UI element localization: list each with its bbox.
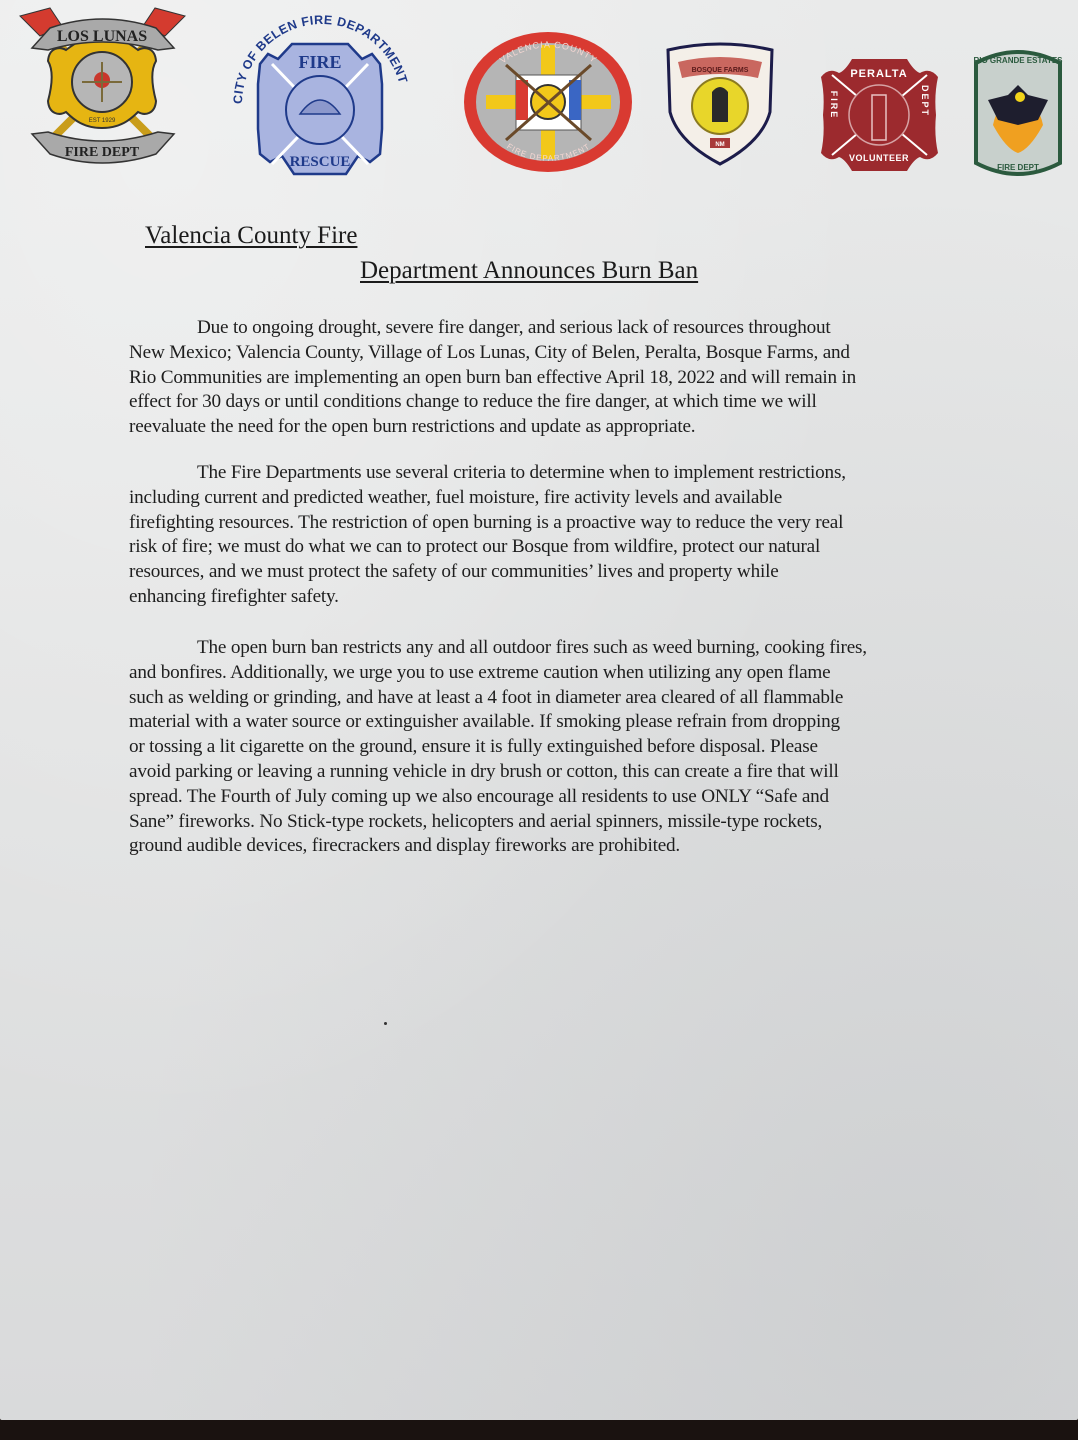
valencia-county-fire-logo	[461, 30, 636, 175]
paragraph-line: effect for 30 days or until conditions change to reduce the fire danger, at which time we will	[129, 391, 817, 413]
paragraph-line: risk of fire; we must do what we can to protect our Bosque from wildfire, protect our natural	[129, 536, 821, 558]
bosque-farms-fire-logo	[662, 42, 778, 167]
logo-rio-grande-top-tspan: RIO GRANDE ESTATES	[973, 56, 1063, 65]
paragraph-line: Due to ongoing drought, severe fire danger, and serious lack of resources throughout	[197, 317, 831, 338]
paragraph-criteria	[129, 461, 989, 610]
paper-speck	[384, 1022, 387, 1025]
logo-valencia-top-text: VALENCIA COUNTY	[497, 39, 600, 66]
paragraph-line: avoid parking or leaving a running vehicle in dry brush or cotton, this can create a fire that will	[129, 760, 839, 782]
paragraph-line: or tossing a lit cigarette on the ground, ensure it is fully extinguished before disposal. Please	[129, 736, 818, 758]
los-lunas-fire-logo	[10, 6, 195, 171]
rio-grande-estates-fire-logo	[968, 45, 1068, 180]
paragraph-line: material with a water source or extinguisher available. If smoking please refrain from dropping	[129, 711, 840, 733]
document-title-line-1: Valencia County Fire	[145, 222, 358, 249]
paragraph-line: ground audible devices, firecrackers and display fireworks are prohibited.	[129, 835, 681, 857]
paragraph-line: spread. The Fourth of July coming up we also encourage all residents to use ONLY “Safe and	[129, 785, 829, 807]
logo-valencia-bottom-text: FIRE DEPARTMENT	[505, 141, 592, 163]
logo-peralta-top-text: PERALTA	[850, 68, 908, 80]
paragraph-line: Sane” fireworks. No Stick-type rockets, helicopters and aerial spinners, missile-type rockets,	[129, 810, 823, 832]
logo-rio-grande-bottom-text: FIRE DEPT	[997, 163, 1039, 172]
paragraph-line: such as welding or grinding, and have at least a 4 foot in diameter area cleared of all flammable	[129, 686, 844, 708]
peralta-fire-logo	[812, 55, 947, 175]
paragraph-line: New Mexico; Valencia County, Village of Los Lunas, City of Belen, Peralta, Bosque Farms, and	[129, 341, 850, 363]
logo-peralta-right-text: DEPT	[920, 84, 930, 118]
paragraph-line: reevaluate the need for the open burn restrictions and update as appropriate.	[129, 416, 696, 438]
logo-bosque-bottom-text: NM	[715, 142, 725, 148]
logo-belen-bottom-text: RESCUE	[289, 154, 351, 170]
logo-row	[0, 0, 1078, 200]
logo-peralta-bottom-text: VOLUNTEER	[848, 153, 910, 163]
paragraph-line: The open burn ban restricts any and all outdoor fires such as weed burning, cooking fires,	[197, 637, 867, 658]
paragraph-line: Rio Communities are implementing an open burn ban effective April 18, 2022 and will remain in	[129, 366, 857, 388]
paragraph-line: and bonfires. Additionally, we urge you to use extreme caution when utilizing any open flame	[129, 661, 831, 683]
paragraph-line: resources, and we must protect the safety of our communities’ lives and property while	[129, 561, 779, 583]
logo-los-lunas-bottom-text: FIRE DEPT	[64, 145, 140, 160]
logo-belen-top-text: FIRE	[298, 52, 342, 72]
logo-peralta-left-text: FIRE	[829, 90, 839, 120]
paragraph-line: enhancing firefighter safety.	[129, 585, 339, 607]
paragraph-line: The Fire Departments use several criteria to determine when to implement restrictions,	[197, 462, 846, 483]
logo-belen-arc-text: CITY OF BELEN FIRE DEPARTMENT	[230, 12, 411, 105]
paragraph-burn-ban-announcement	[129, 316, 989, 440]
document-title-line-2: Department Announces Burn Ban	[360, 257, 699, 284]
logo-bosque-top-text: BOSQUE FARMS	[691, 67, 749, 74]
paragraph-restrictions	[129, 636, 989, 859]
logo-rio-grande-top-text	[973, 56, 1063, 65]
logo-los-lunas-center-text: EST 1929	[88, 118, 116, 124]
paragraph-line: firefighting resources. The restriction of open burning is a proactive way to reduce the very real	[129, 511, 844, 533]
logo-los-lunas-top-text: LOS LUNAS	[56, 28, 148, 45]
paragraph-line: including current and predicted weather, fuel moisture, fire activity levels and available	[129, 486, 783, 508]
belen-fire-logo	[222, 4, 418, 184]
